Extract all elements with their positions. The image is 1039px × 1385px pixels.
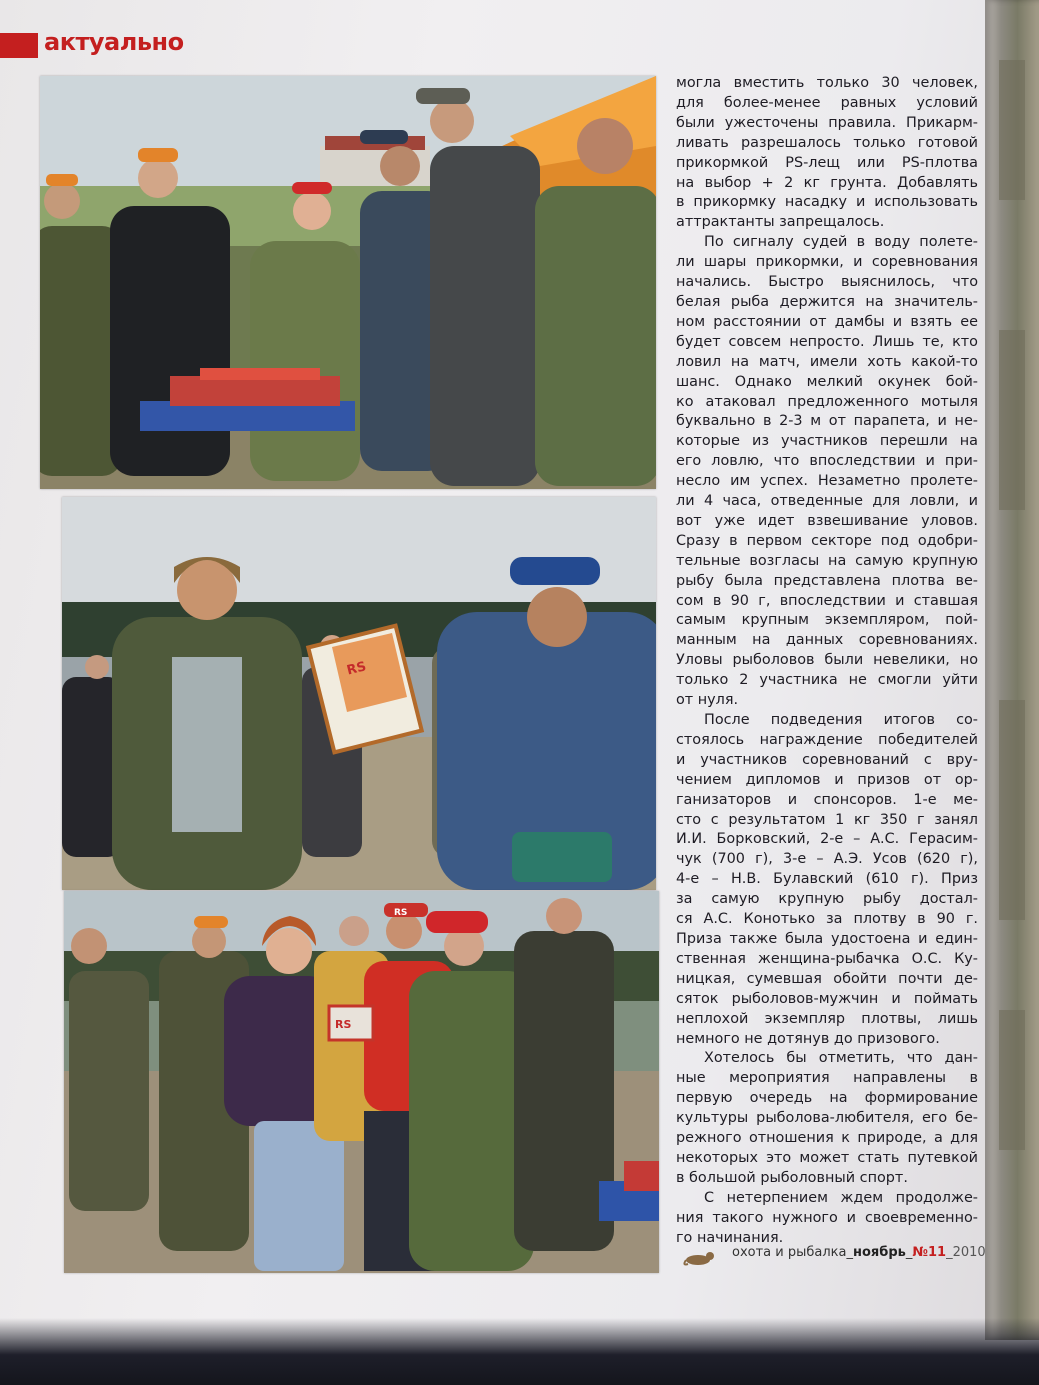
article-line: ко атаковал предложенного мотыля <box>676 393 978 410</box>
article-line: Уловы рыболовов были невелики, но <box>676 652 978 669</box>
article-line: С нетерпением ждем продолже- <box>704 1189 978 1206</box>
article-line: прикормкой PS-лещ или PS-плотва <box>676 154 978 171</box>
article-line: в прикормку насадку и использовать <box>676 194 978 211</box>
footer-separator: _ <box>905 1245 913 1260</box>
article-line: самым крупным экземпляром, пой- <box>676 612 978 629</box>
article-line: белая рыба держится на значитель- <box>676 293 978 310</box>
article-line: ные мероприятия направлены в <box>676 1070 978 1087</box>
article-line: его ловлю, что впоследствии и при- <box>676 453 978 470</box>
footer-month: ноябрь <box>852 1245 906 1260</box>
article-line: для более-менее равных условий <box>676 94 978 111</box>
article-line: некоторых это может стать путевкой <box>676 1149 978 1166</box>
article-line: чук (700 г), 3-е – А.Э. Усов (620 г), <box>676 851 978 868</box>
article-line: за самую крупную рыбу достал- <box>676 891 978 908</box>
diploma-logo: RS <box>345 659 368 679</box>
article-line: несло им успех. Незаметно пролете- <box>676 473 978 490</box>
article-line: И.И. Борковский, 2-е – А.С. Герасим- <box>676 831 978 848</box>
article-line: ли шары прикормки, и соревнования <box>676 254 978 271</box>
prize-box-logo: RS <box>335 1018 352 1031</box>
article-line: начались. Быстро выяснилось, что <box>676 274 978 291</box>
article-line: немного не дотянув до призового. <box>676 1030 940 1047</box>
page-footer <box>732 1245 986 1260</box>
footer-issue-number: №11 <box>912 1245 947 1260</box>
article-line: ли 4 часа, отведенные для ловли, и <box>676 493 978 510</box>
article-line: 4-е – Н.В. Булавский (610 г). Приз <box>676 871 978 888</box>
article-text <box>676 74 978 1269</box>
article-line: первую очередь на формирование <box>676 1090 978 1107</box>
article-paragraph <box>676 1049 978 1188</box>
article-line: от нуля. <box>676 692 739 709</box>
article-line: культуры рыболова-любителя, его бе- <box>676 1110 978 1127</box>
article-line: и участников соревнований с вру- <box>676 751 978 768</box>
article-line: ственная женщина-рыбачка О.С. Ку- <box>676 950 978 967</box>
article-line: на выбор + 2 кг грунта. Добавлять <box>676 174 978 191</box>
article-line: стоялось награждение победителей <box>676 731 978 748</box>
photo-diploma-presentation <box>62 497 656 890</box>
article-line: тельные возгласы на самую крупную <box>676 552 978 569</box>
next-page-edge <box>985 0 1039 1340</box>
article-line: ния такого нужного и своевременно- <box>676 1209 978 1226</box>
article-line: вот уже идет взвешивание уловов. <box>676 512 978 529</box>
article-line: Сразу в первом секторе под одобри- <box>676 532 978 549</box>
article-line: будет совсем непросто. Лишь те, кто <box>676 333 978 350</box>
article-line: ловил на матч, имели хоть какой-то <box>676 353 978 370</box>
footer-magazine: охота и рыбалка_ <box>732 1245 853 1260</box>
article-line: По сигналу судей в воду полете- <box>704 234 978 251</box>
photo-prize-winner <box>64 891 659 1273</box>
article-line: были ужесточены правила. Прикарм- <box>676 114 978 131</box>
rubric-marker <box>0 33 38 58</box>
article-line: ницкая, сумевшая обойти почти де- <box>676 970 978 987</box>
article-line: сто с результатом 1 кг 350 г занял <box>676 811 978 828</box>
background-surface <box>0 1318 1039 1385</box>
article-line: ся А.С. Конотько за плотву в 90 г. <box>676 911 978 928</box>
article-line: могла вместить только 30 человек, <box>676 75 978 91</box>
article-line: ном расстоянии от дамбы и взять ее <box>676 313 978 330</box>
article-line: го начинания. <box>676 1229 784 1246</box>
article-line: буквально в 2-3 м от парапета, и не- <box>676 413 978 430</box>
article-line: сом в 90 г, впоследствии и ставшая <box>676 592 978 609</box>
article-line: манным на данных соревнованиях. <box>676 632 978 649</box>
article-line: которые из участников перешли на <box>676 433 978 450</box>
article-line: аттрактанты запрещалось. <box>676 214 885 231</box>
article-line: в большой рыболовный спорт. <box>676 1169 908 1186</box>
article-line: ливать разрешалось только готовой <box>676 134 978 151</box>
article-line: рыбу была представлена плотва ве- <box>676 572 978 589</box>
article-line: После подведения итогов со- <box>704 712 978 728</box>
article-line: сяток рыболовов-мужчин и поймать <box>676 990 978 1007</box>
rubric-title: актуально <box>44 28 184 56</box>
article-line: чением дипломов и призов от ор- <box>676 771 978 788</box>
article-line: только 2 участника не смогли уйти <box>676 672 978 689</box>
cap-logo: RS <box>394 908 408 918</box>
article-line: Приза также была удостоена и един- <box>676 930 978 947</box>
otter-end-mark-icon <box>682 1248 716 1268</box>
article-line: режного отношения к природе, а для <box>676 1130 978 1147</box>
article-line: неплохой экземпляр плотвы, лишь <box>676 1010 978 1027</box>
footer-year: _2010 <box>946 1245 986 1260</box>
article-paragraph <box>676 711 978 1049</box>
article-paragraph <box>676 233 978 711</box>
article-line: ганизаторов и спонсоров. 1-е ме- <box>676 791 978 808</box>
article-paragraph <box>676 74 978 233</box>
article-line: Хотелось бы отметить, что дан- <box>704 1050 978 1067</box>
article-line: шанс. Однако мелкий окунек бой- <box>676 373 978 390</box>
photo-award-group <box>40 76 656 489</box>
